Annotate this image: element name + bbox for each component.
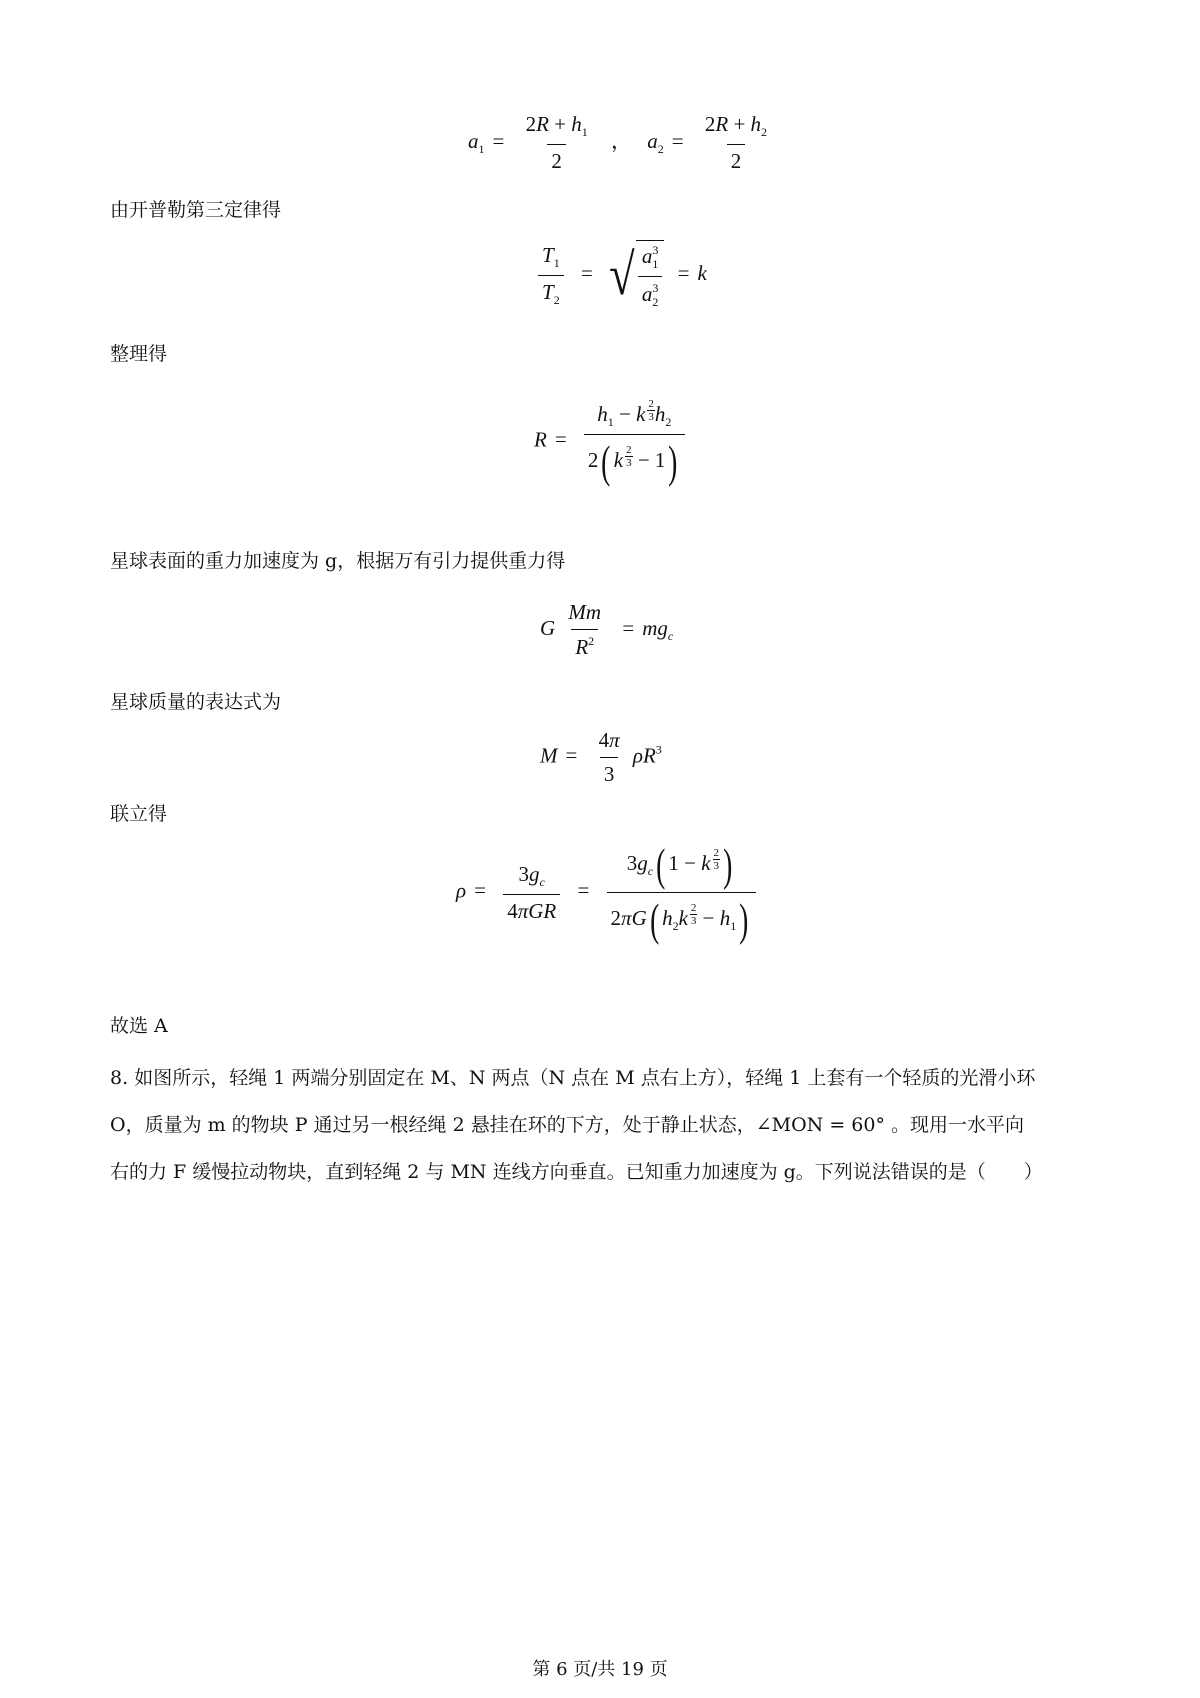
question-line-2: O，质量为 m 的物块 P 通过另一根经绳 2 悬挂在环的下方，处于静止状态，∠MON = 60° 。现用一水平向 <box>110 1114 1024 1136</box>
question-8 <box>110 1055 1100 1196</box>
equation-radius: R = $h_1 - k$ $\frac{2}{3}$ $h_2$ 2( k $\frac{2}{3}$ − 1) <box>534 398 689 485</box>
question-line-1: 8. 如图所示，轻绳 1 两端分别固定在 M、N 两点（N 点在 M 点右上方），轻绳 1 上套有一个轻质的光滑小环 <box>110 1067 1036 1089</box>
question-number: 8. <box>110 1067 129 1089</box>
text-mass-expression: 星球质量的表达式为 <box>110 691 282 713</box>
equation-gravity: G $\frac{Mm}{R^2}$ = $mg_c$ <box>540 600 674 659</box>
text-gravity: 星球表面的重力加速度为 g，根据万有引力提供重力得 <box>110 550 566 572</box>
equation-density: ρ = $\frac{3g_c}{\text{4πGR}}$ = $3g_c$( 1 − k $\frac{2}{3}$ ) 2πG( $h_2k$ $\frac{2}{3}$ − $h_1$) <box>456 842 760 943</box>
text-rearrange: 整理得 <box>110 343 168 365</box>
page-footer: 第 6 页/共 19 页 <box>532 1659 668 1680</box>
text-answer: 故选 A <box>110 1015 168 1037</box>
text-kepler: 由开普勒第三定律得 <box>110 199 282 221</box>
equation-mass: M = $\frac{4\pi}{3}$ $\rho R^3$ <box>540 728 662 786</box>
equation-kepler-ratio: $\frac{T_1}{T_2}$ = √ $\frac{a_1^3}{a_2^3}$ = k <box>534 240 707 310</box>
question-line-3: 右的力 F 缓慢拉动物块，直到轻绳 2 与 MN 连线方向垂直。已知重力加速度为 g。下列说法错误的是（ ） <box>110 1161 1043 1183</box>
equation-semi-major-axes: $a_1$ = $\frac{2R + h_1}{2}$ ， $a_2$ = $\frac{2R + h_2}{2}$ <box>468 112 768 173</box>
text-combine: 联立得 <box>110 803 168 825</box>
